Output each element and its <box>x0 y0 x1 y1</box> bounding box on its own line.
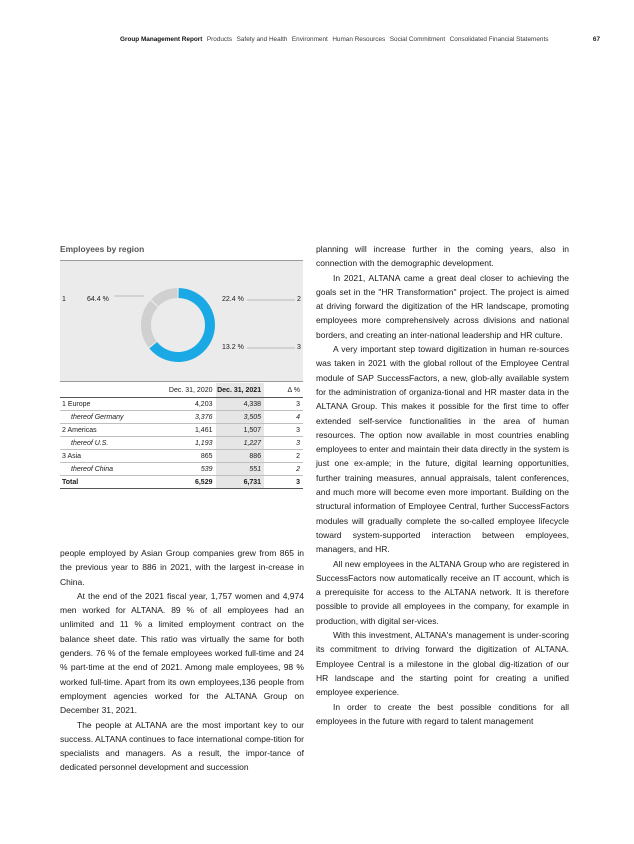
americas-leader-line <box>247 299 295 301</box>
europe-percent: 64.4 % <box>87 296 109 303</box>
table-row <box>60 476 303 489</box>
paragraph: In 2021, ALTANA came a great deal closer to achieving the goals set in the "HR Transformation" project. The project is aimed at driving forward the digitization of the HR landscape, promoting employees more comprehensively across divisions and national borders, and creating an inter-national leadership and HR culture. <box>316 272 569 340</box>
page-number: 67 <box>592 36 600 43</box>
asia-leader-line <box>247 347 295 349</box>
col-header-region <box>60 383 167 398</box>
cell-2021: 4,338 <box>216 398 265 411</box>
cell-delta: 2 <box>264 450 303 463</box>
table-row <box>60 424 303 437</box>
table-row <box>60 437 303 450</box>
europe-number: 1 <box>62 296 66 303</box>
table-header-row <box>60 383 303 398</box>
asia-percent: 13.2 % <box>222 344 244 351</box>
donut-slice-3 <box>155 293 178 303</box>
nav-group-management-report[interactable]: Group Management Report <box>120 36 203 43</box>
paragraph: planning will increase further in the coming years, also in connection with the demographic development. <box>316 244 569 269</box>
paragraph: In order to create the best possible conditions for all employees in the future with regard to talent management <box>316 701 569 726</box>
cell-2020: 4,203 <box>167 398 216 411</box>
cell-2020: 1,193 <box>167 437 216 450</box>
row-label: thereof Germany <box>60 411 167 424</box>
cell-2021: 3,505 <box>216 411 265 424</box>
paragraph: With this investment, ALTANA's management is under-scoring its commitment to driving forward the digitization of ALTANA. Employee Central is a milestone in the global dig-itization of our HR landscape and the starting point for creating a unified employee experience. <box>316 630 569 698</box>
cell-2021: 1,507 <box>216 424 265 437</box>
donut-slice-2 <box>146 304 154 345</box>
col-header-delta: Δ % <box>264 383 303 398</box>
cell-2020: 3,376 <box>167 411 216 424</box>
americas-percent: 22.4 % <box>222 296 244 303</box>
row-label: Total <box>60 476 167 489</box>
donut-chart-panel <box>60 260 303 382</box>
cell-2021: 551 <box>216 463 265 476</box>
cell-delta: 4 <box>264 411 303 424</box>
paragraph: people employed by Asian Group companies grew from 865 in the previous year to 886 in 2021, with the largest in-crease in China. <box>60 548 304 587</box>
nav-environment[interactable]: Environment <box>291 36 328 43</box>
row-label: 2 Americas <box>60 424 167 437</box>
cell-delta: 3 <box>264 476 303 489</box>
cell-delta: 2 <box>264 463 303 476</box>
cell-delta: 3 <box>264 437 303 450</box>
table-row <box>60 463 303 476</box>
col-header-2020: Dec. 31, 2020 <box>167 383 216 398</box>
page-header <box>120 36 600 43</box>
cell-2020: 865 <box>167 450 216 463</box>
nav-products[interactable]: Products <box>206 36 233 43</box>
figure-title: Employees by region <box>60 244 145 254</box>
paragraph: A very important step toward digitization in human re-sources was taken in 2021 with the global rollout of the Employee Central module of SAP SuccessFactors, a new, glob-ally available system for the administration of organiza-tional and HR master data in the ALTANA Group. This makes it possible for the first time to offer extended self-service functionalities in the area of human resources. The option now available in most countries enabling employees to enter and maintain their data directly in the system is just one ex-ample; in the future, digital learning opportunities, further training measures, annual appraisals, talent conferences, and much more will become even more important. Building on the structural information of Employee Central, further SuccessFactors modules will gradually complete the so-called employee lifecycle toward system-supported interaction between employees, managers, and HR. <box>316 344 569 555</box>
cell-delta: 3 <box>264 398 303 411</box>
paragraph: All new employees in the ALTANA Group who are registered in SuccessFactors now automatically receive an IT account, which is a prerequisite for access to the ALTANA network. It is therefore possible to provide all employees in the company, for example in production, with digital ser-vices. <box>316 558 569 626</box>
row-label: thereof China <box>60 463 167 476</box>
cell-2020: 6,529 <box>167 476 216 489</box>
americas-number: 2 <box>297 296 301 303</box>
table-row <box>60 411 303 424</box>
employees-table <box>60 383 303 489</box>
cell-2020: 539 <box>167 463 216 476</box>
nav-safety-and-health[interactable]: Safety and Health <box>236 36 288 43</box>
table-row <box>60 450 303 463</box>
cell-2021: 1,227 <box>216 437 265 450</box>
cell-delta: 3 <box>264 424 303 437</box>
left-column-text <box>60 546 304 775</box>
right-column-text <box>316 242 569 728</box>
cell-2020: 1,461 <box>167 424 216 437</box>
donut-chart <box>138 285 218 365</box>
nav-human-resources[interactable]: Human Resources <box>332 36 386 43</box>
table-row <box>60 398 303 411</box>
paragraph: The people at ALTANA are the most important key to our success. ALTANA continues to face international compe-tition for specialists and managers. As a result, the impor-tance of dedicated personnel development and succession <box>60 719 304 773</box>
cell-2021: 6,731 <box>216 476 265 489</box>
row-label: 1 Europe <box>60 398 167 411</box>
row-label: 3 Asia <box>60 450 167 463</box>
nav-consolidated-financial-statements[interactable]: Consolidated Financial Statements <box>449 36 549 43</box>
col-header-2021: Dec. 31, 2021 <box>216 383 265 398</box>
paragraph: At the end of the 2021 fiscal year, 1,757 women and 4,974 men worked for ALTANA. 89 % of all employees had an unlimited and 11 % a limited employment contract on the balance sheet date. This ratio was virtually the same for both genders. 76 % of the female employees worked full-time and 24 % part-time at the end of 2021. Among male employees, 98 % worked full-time. Apart from its own employees,136 people from employment agencies worked for the ALTANA Group on December 31, 2021. <box>60 590 304 716</box>
asia-number: 3 <box>297 344 301 351</box>
row-label: thereof U.S. <box>60 437 167 450</box>
nav-social-commitment[interactable]: Social Commitment <box>389 36 446 43</box>
cell-2021: 886 <box>216 450 265 463</box>
